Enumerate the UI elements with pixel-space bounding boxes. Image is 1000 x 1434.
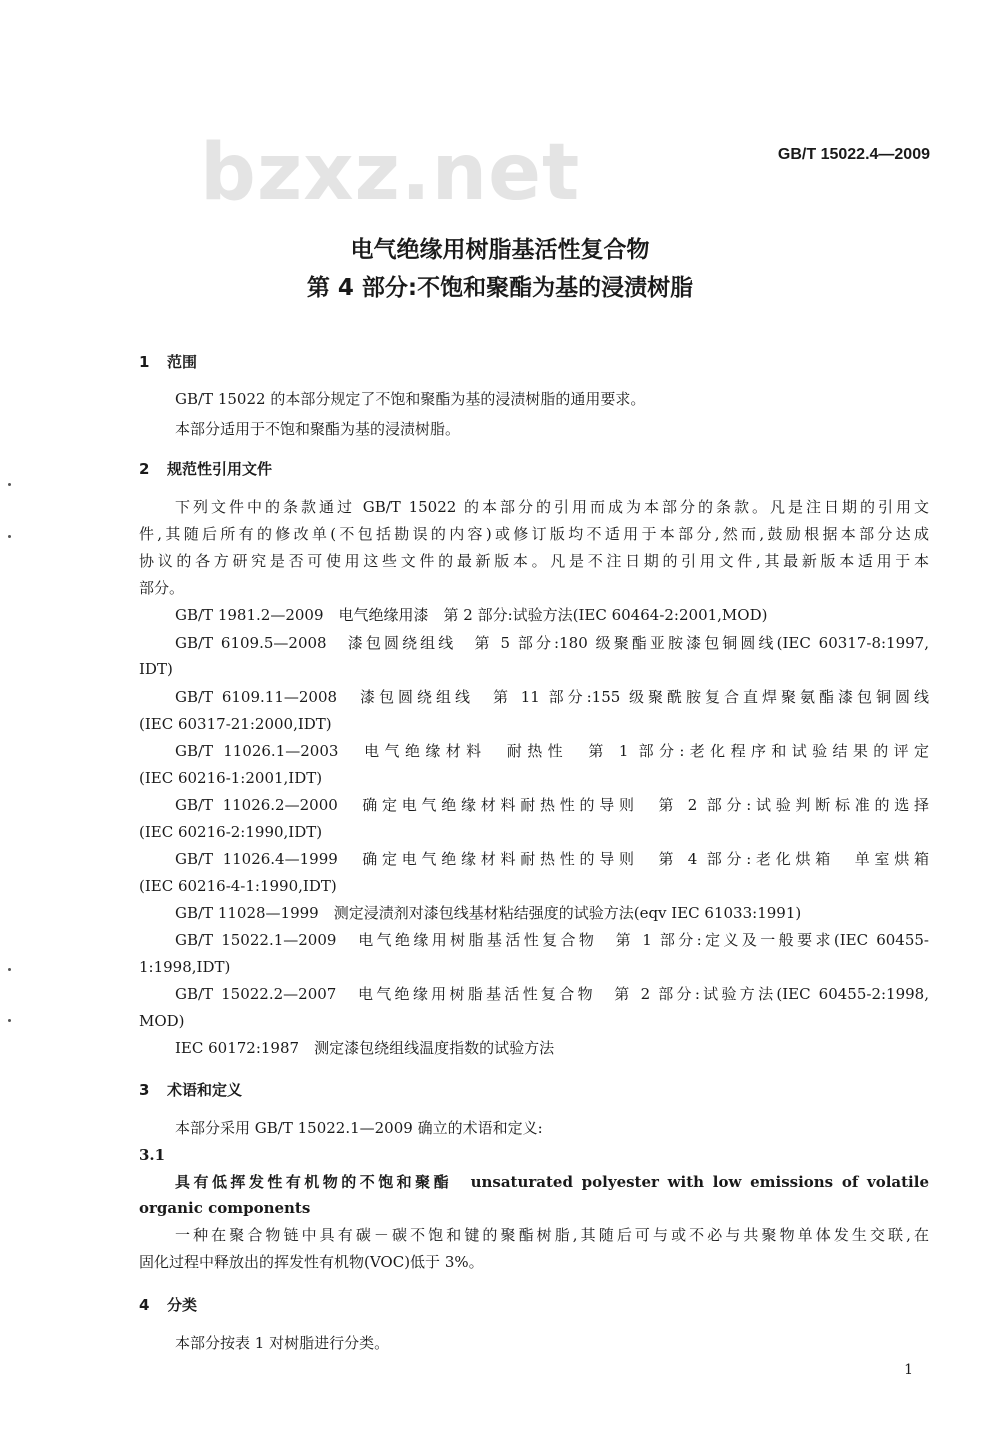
- section-number: 2: [139, 460, 150, 478]
- section-title: 范围: [167, 353, 198, 371]
- term-definition: 一种在聚合物链中具有碳－碳不饱和键的聚酯树脂,其随后可与或不必与共聚物单体发生交联,在: [175, 1226, 929, 1244]
- document-title-line1: 电气绝缘用树脂基活性复合物: [350, 237, 650, 263]
- reference-item-continued: IDT): [139, 660, 173, 678]
- reference-item-continued: (IEC 60216-4-1:1990,IDT): [139, 877, 337, 895]
- paragraph-line: 下列文件中的条款通过 GB/T 15022 的本部分的引用而成为本部分的条款。凡是注日期的引用文: [175, 498, 929, 516]
- section-number: 3: [139, 1081, 150, 1099]
- reference-item: GB/T 11028—1999 测定浸渍剂对漆包线基材粘结强度的试验方法(eqv IEC 61033:1991): [175, 904, 802, 922]
- paragraph-line: 协议的各方研究是否可使用这些文件的最新版本。凡是不注日期的引用文件,其最新版本适用于本: [139, 552, 929, 570]
- clause-number: 3.1: [139, 1146, 166, 1164]
- term-definition-continued: 固化过程中释放出的挥发性有机物(VOC)低于 3%。: [139, 1253, 484, 1271]
- reference-item-continued: (IEC 60216-1:2001,IDT): [139, 769, 323, 787]
- standard-number: GB/T 15022.4—2009: [777, 146, 930, 163]
- reference-item: GB/T 1981.2—2009 电气绝缘用漆 第 2 部分:试验方法(IEC 60464-2:2001,MOD): [175, 606, 768, 624]
- reference-item-continued: MOD): [139, 1012, 185, 1030]
- section-2-heading: [139, 458, 272, 479]
- margin-mark: [8, 535, 11, 538]
- paragraph-line: 部分。: [139, 579, 185, 597]
- margin-mark: [8, 1019, 11, 1022]
- section-1-heading: [139, 351, 197, 372]
- reference-item: IEC 60172:1987 测定漆包绕组线温度指数的试验方法: [175, 1039, 555, 1057]
- reference-item: GB/T 11026.1—2003 电气绝缘材料 耐热性 第 1 部分:老化程序和试验结果的评定: [175, 742, 929, 760]
- reference-item: GB/T 11026.2—2000 确定电气绝缘材料耐热性的导则 第 2 部分:试验判断标准的选择: [175, 796, 929, 814]
- reference-item-continued: 1:1998,IDT): [139, 958, 231, 976]
- paragraph: 本部分适用于不饱和聚酯为基的浸渍树脂。: [175, 420, 461, 438]
- term-entry-continued: organic components: [139, 1199, 311, 1217]
- section-3-heading: [139, 1079, 242, 1100]
- paragraph: GB/T 15022 的本部分规定了不饱和聚酯为基的浸渍树脂的通用要求。: [175, 390, 646, 408]
- section-title: 规范性引用文件: [167, 460, 273, 478]
- reference-item: GB/T 6109.11—2008 漆包圆绕组线 第 11 部分:155 级聚酰胺复合直焊聚氨酯漆包铜圆线: [175, 688, 929, 706]
- watermark: bzxz.net: [200, 128, 581, 218]
- paragraph-line: 件,其随后所有的修改单(不包括勘误的内容)或修订版均不适用于本部分,然而,鼓励根据本部分达成: [139, 525, 929, 543]
- section-number: 1: [139, 353, 150, 371]
- reference-item: GB/T 6109.5—2008 漆包圆绕组线 第 5 部分:180 级聚酯亚胺漆包铜圆线(IEC 60317-8:1997,: [175, 634, 929, 652]
- section-title: 术语和定义: [167, 1081, 243, 1099]
- reference-item-continued: (IEC 60317-21:2000,IDT): [139, 715, 332, 733]
- reference-item: GB/T 15022.2—2007 电气绝缘用树脂基活性复合物 第 2 部分:试验方法(IEC 60455-2:1998,: [175, 985, 929, 1003]
- reference-item: GB/T 15022.1—2009 电气绝缘用树脂基活性复合物 第 1 部分:定义及一般要求(IEC 60455-: [175, 931, 929, 949]
- document-title-line2: 第 4 部分:不饱和聚酯为基的浸渍树脂: [306, 275, 694, 301]
- section-number: 4: [139, 1296, 150, 1314]
- reference-item: GB/T 11026.4—1999 确定电气绝缘材料耐热性的导则 第 4 部分:老化烘箱 单室烘箱: [175, 850, 929, 868]
- paragraph: 本部分采用 GB/T 15022.1—2009 确立的术语和定义:: [175, 1119, 543, 1137]
- margin-mark: [8, 968, 11, 971]
- paragraph: 本部分按表 1 对树脂进行分类。: [175, 1334, 390, 1352]
- section-title: 分类: [167, 1296, 198, 1314]
- term-entry: 具有低挥发性有机物的不饱和聚酯 unsaturated polyester with low emissions of volatile: [175, 1173, 929, 1191]
- page-number: 1: [904, 1362, 913, 1378]
- section-4-heading: [139, 1294, 197, 1315]
- margin-mark: [8, 483, 11, 486]
- reference-item-continued: (IEC 60216-2:1990,IDT): [139, 823, 323, 841]
